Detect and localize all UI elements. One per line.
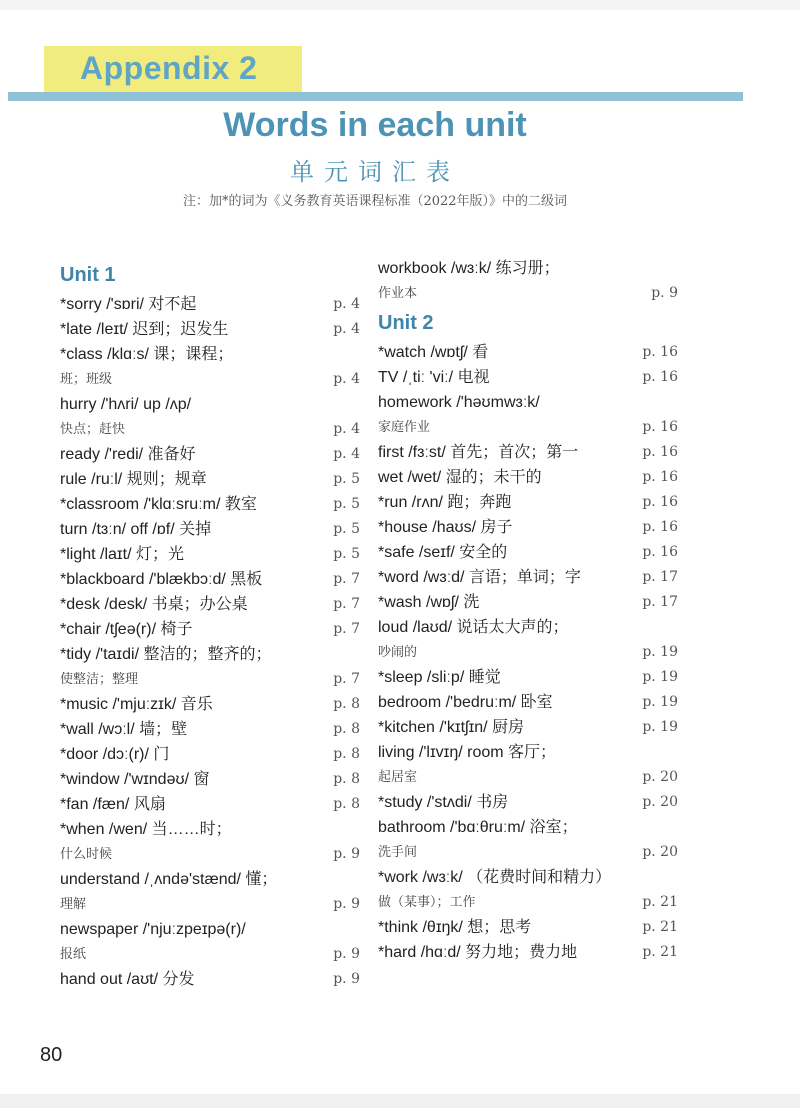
entry-page-reference: p. 7 xyxy=(333,596,360,612)
entry-page-reference: p. 8 xyxy=(333,796,360,812)
vocabulary-entry xyxy=(60,767,360,792)
entry-page-reference: p. 16 xyxy=(642,469,678,485)
entry-headword-line: *sleep /sliːp/ 睡觉 xyxy=(378,669,501,686)
entry-page-reference: p. 4 xyxy=(333,421,360,437)
vocabulary-entry xyxy=(378,365,678,390)
entry-page-reference: p. 19 xyxy=(642,644,678,660)
entry-page-reference: p. 16 xyxy=(642,544,678,560)
entry-headword-line: *sorry /'sɒri/ 对不起 xyxy=(60,296,197,313)
entry-meaning-line: 吵闹的 xyxy=(378,645,418,660)
page-number: 80 xyxy=(40,1044,63,1066)
entry-page-reference: p. 21 xyxy=(642,919,678,935)
vocabulary-entry xyxy=(378,515,678,540)
entry-page-reference: p. 9 xyxy=(651,285,678,301)
entry-page-reference: p. 9 xyxy=(333,971,360,987)
entry-meaning-line: 做（某事）；工作 xyxy=(378,895,476,910)
scan-edge-bottom xyxy=(0,1094,800,1108)
entry-meaning-line: 快点；赶快 xyxy=(60,422,126,437)
entry-headword-line: *run /rʌn/ 跑；奔跑 xyxy=(378,494,512,511)
entry-meaning-line: 起居室 xyxy=(378,770,418,785)
entry-meaning-line: 班；班级 xyxy=(60,372,113,387)
entry-page-reference: p. 4 xyxy=(333,321,360,337)
entry-headword-line: homework /'həʊmwɜːk/ xyxy=(378,394,540,411)
entry-headword-line: *kitchen /'kɪtʃɪn/ 厨房 xyxy=(378,719,525,736)
entry-headword-line: turn /tɜːn/ off /ɒf/ 关掉 xyxy=(60,521,212,538)
vocabulary-entry xyxy=(60,867,360,917)
entry-meaning-line: 报纸 xyxy=(60,947,87,962)
vocabulary-entry xyxy=(378,790,678,815)
vocabulary-entry xyxy=(378,690,678,715)
entry-page-reference: p. 8 xyxy=(333,696,360,712)
entry-headword-line: *hard /hɑːd/ 努力地；费力地 xyxy=(378,944,578,961)
entry-headword-line: ready /'redi/ 准备好 xyxy=(60,446,196,463)
vocabulary-entry xyxy=(378,565,678,590)
entry-page-reference: p. 4 xyxy=(333,296,360,312)
vocabulary-entry xyxy=(378,440,678,465)
entry-headword-line: *music /'mjuːzɪk/ 音乐 xyxy=(60,696,213,713)
entry-headword-line: *tidy /'taɪdi/ 整洁的；整齐的； xyxy=(60,646,272,663)
entry-page-reference: p. 20 xyxy=(642,769,678,785)
entry-meaning-line: 家庭作业 xyxy=(378,420,431,435)
vocabulary-entry xyxy=(378,390,678,440)
vocabulary-entry xyxy=(60,967,360,992)
entry-page-reference: p. 17 xyxy=(642,594,678,610)
vocabulary-entry xyxy=(378,865,678,915)
entry-meaning-line: 洗手间 xyxy=(378,845,418,860)
entry-headword-line: wet /wet/ 湿的；未干的 xyxy=(378,469,542,486)
entry-headword-line: loud /laʊd/ 说话太大声的； xyxy=(378,619,569,636)
vocabulary-column-left xyxy=(60,258,360,992)
entry-page-reference: p. 4 xyxy=(333,446,360,462)
entry-headword-line: bathroom /'bɑːθruːm/ 浴室； xyxy=(378,819,578,836)
vocabulary-entry xyxy=(378,715,678,740)
header-rule xyxy=(8,92,743,101)
vocabulary-entry xyxy=(60,692,360,717)
vocabulary-entry xyxy=(60,542,360,567)
entry-headword-line: *think /θɪŋk/ 想；思考 xyxy=(378,919,532,936)
entry-headword-line: *fan /fæn/ 风扇 xyxy=(60,796,166,813)
vocabulary-entry xyxy=(60,517,360,542)
entry-page-reference: p. 16 xyxy=(642,444,678,460)
entry-meaning-line: 使整洁；整理 xyxy=(60,672,139,687)
vocabulary-entry xyxy=(378,915,678,940)
entry-headword-line: first /fɜːst/ 首先；首次；第一 xyxy=(378,444,579,461)
entry-page-reference: p. 19 xyxy=(642,719,678,735)
vocabulary-entry xyxy=(60,617,360,642)
entry-page-reference: p. 21 xyxy=(642,894,678,910)
entry-page-reference: p. 5 xyxy=(333,546,360,562)
entry-headword-line: *late /leɪt/ 迟到；迟发生 xyxy=(60,321,229,338)
entry-page-reference: p. 19 xyxy=(642,694,678,710)
entry-headword-line: hand out /aʊt/ 分发 xyxy=(60,971,195,988)
entry-page-reference: p. 5 xyxy=(333,521,360,537)
entry-headword-line: *class /klɑːs/ 课；课程； xyxy=(60,346,234,363)
entry-page-reference: p. 17 xyxy=(642,569,678,585)
entry-page-reference: p. 7 xyxy=(333,571,360,587)
entry-headword-line: *chair /tʃeə(r)/ 椅子 xyxy=(60,621,193,638)
entry-headword-line: *wall /wɔːl/ 墙；壁 xyxy=(60,721,188,738)
entry-headword-line: hurry /'hʌri/ up /ʌp/ xyxy=(60,396,192,413)
vocabulary-entry xyxy=(60,292,360,317)
scan-edge-top xyxy=(0,0,800,10)
entry-page-reference: p. 21 xyxy=(642,944,678,960)
vocabulary-entry xyxy=(60,717,360,742)
entry-page-reference: p. 16 xyxy=(642,369,678,385)
vocabulary-entry xyxy=(60,567,360,592)
entry-headword-line: *house /haʊs/ 房子 xyxy=(378,519,513,536)
entry-page-reference: p. 7 xyxy=(333,621,360,637)
entry-meaning-line: 作业本 xyxy=(378,286,418,301)
entry-headword-line: rule /ruːl/ 规则；规章 xyxy=(60,471,207,488)
vocabulary-entry xyxy=(378,540,678,565)
entry-page-reference: p. 8 xyxy=(333,771,360,787)
unit-heading: Unit 1 xyxy=(60,264,116,286)
vocabulary-entry xyxy=(378,490,678,515)
vocabulary-entry xyxy=(60,792,360,817)
entry-headword-line: *wash /wɒʃ/ 洗 xyxy=(378,594,480,611)
vocabulary-entry xyxy=(378,590,678,615)
entry-headword-line: living /'lɪvɪŋ/ room 客厅； xyxy=(378,744,557,761)
entry-page-reference: p. 7 xyxy=(333,671,360,687)
entry-headword-line: *study /'stʌdi/ 书房 xyxy=(378,794,509,811)
vocabulary-entry xyxy=(60,817,360,867)
entry-headword-line: *window /'wɪndəʊ/ 窗 xyxy=(60,771,210,788)
page-subtitle: 单元词汇表 xyxy=(290,158,460,186)
vocabulary-entry xyxy=(60,392,360,442)
entry-page-reference: p. 19 xyxy=(642,669,678,685)
entry-headword-line: *watch /wɒtʃ/ 看 xyxy=(378,344,489,361)
entry-headword-line: *desk /desk/ 书桌；办公桌 xyxy=(60,596,248,613)
vocabulary-entry xyxy=(60,742,360,767)
entry-headword-line: *safe /seɪf/ 安全的 xyxy=(378,544,508,561)
entry-page-reference: p. 5 xyxy=(333,496,360,512)
entry-page-reference: p. 20 xyxy=(642,794,678,810)
footnote-note: 注：加*的词为《义务教育英语课程标准（2022年版）》中的二级词 xyxy=(182,194,568,209)
entry-headword-line: bedroom /'bedruːm/ 卧室 xyxy=(378,694,553,711)
unit-heading: Unit 2 xyxy=(378,312,434,334)
vocabulary-entry xyxy=(378,940,678,965)
entry-headword-line: workbook /wɜːk/ 练习册； xyxy=(378,260,560,277)
vocabulary-entry xyxy=(60,642,360,692)
vocabulary-entry xyxy=(60,492,360,517)
entry-headword-line: *when /wen/ 当……时； xyxy=(60,821,232,838)
entry-headword-line: *classroom /'klɑːsruːm/ 教室 xyxy=(60,496,257,513)
vocabulary-entry xyxy=(378,740,678,790)
entry-headword-line: *blackboard /'blækbɔːd/ 黑板 xyxy=(60,571,263,588)
vocabulary-entry xyxy=(378,615,678,665)
vocabulary-entry xyxy=(378,665,678,690)
entry-page-reference: p. 9 xyxy=(333,896,360,912)
entry-meaning-line: 理解 xyxy=(60,897,87,912)
entry-page-reference: p. 8 xyxy=(333,746,360,762)
entry-headword-line: TV /ˌtiː 'viː/ 电视 xyxy=(378,369,490,386)
vocabulary-entry xyxy=(378,815,678,865)
entry-headword-line: *word /wɜːd/ 言语；单词；字 xyxy=(378,569,581,586)
appendix-label: Appendix 2 xyxy=(80,50,258,86)
entry-headword-line: *light /laɪt/ 灯；光 xyxy=(60,546,184,563)
entry-page-reference: p. 9 xyxy=(333,946,360,962)
vocabulary-entry xyxy=(60,317,360,342)
vocabulary-entry xyxy=(60,592,360,617)
entry-page-reference: p. 20 xyxy=(642,844,678,860)
entry-page-reference: p. 16 xyxy=(642,419,678,435)
entry-headword-line: *work /wɜːk/ （花费时间和精力） xyxy=(378,869,612,886)
entry-page-reference: p. 8 xyxy=(333,721,360,737)
entry-meaning-line: 什么时候 xyxy=(60,847,113,862)
entry-page-reference: p. 4 xyxy=(333,371,360,387)
page-title: Words in each unit xyxy=(223,106,527,144)
entry-page-reference: p. 16 xyxy=(642,494,678,510)
entry-headword-line: newspaper /'njuːzpeɪpə(r)/ xyxy=(60,921,246,938)
vocabulary-entry xyxy=(60,342,360,392)
vocabulary-entry xyxy=(378,256,678,306)
vocabulary-entry xyxy=(60,917,360,967)
vocabulary-entry xyxy=(60,442,360,467)
vocabulary-entry xyxy=(378,465,678,490)
entry-page-reference: p. 5 xyxy=(333,471,360,487)
entry-page-reference: p. 16 xyxy=(642,519,678,535)
vocabulary-entry xyxy=(60,467,360,492)
entry-headword-line: understand /ˌʌndə'stænd/ 懂； xyxy=(60,871,278,888)
vocabulary-entry xyxy=(378,340,678,365)
vocabulary-column-right xyxy=(378,256,678,965)
entry-page-reference: p. 9 xyxy=(333,846,360,862)
entry-page-reference: p. 16 xyxy=(642,344,678,360)
entry-headword-line: *door /dɔː(r)/ 门 xyxy=(60,746,170,763)
